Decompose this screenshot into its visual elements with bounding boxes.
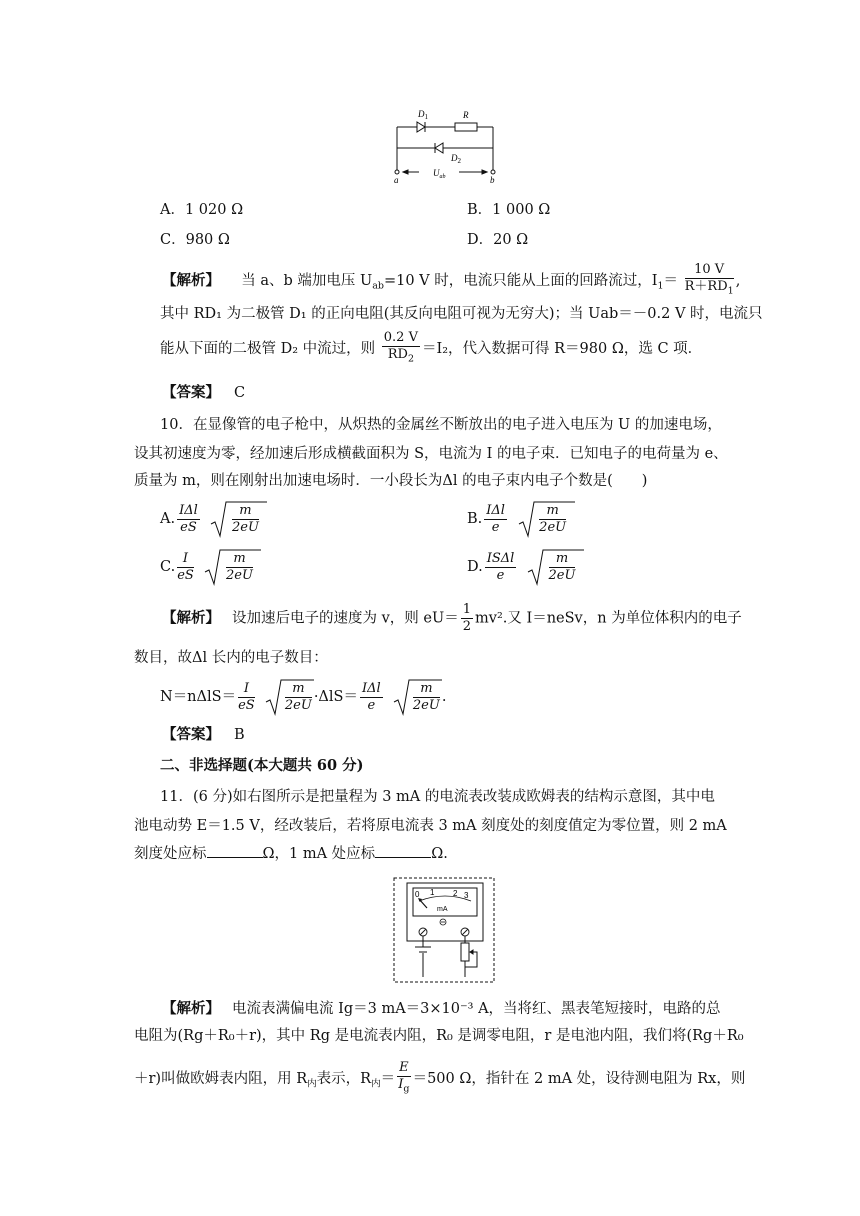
- meter-tick-1: 1: [430, 888, 435, 897]
- q9-option-a: A．1 020 Ω: [160, 202, 244, 218]
- q10-stem-2: 设其初速度为零，经加速后形成横截面积为 S，电流为 I 的电子束．已知电子的电荷量为 e、: [134, 446, 728, 462]
- q9-analysis-line-3: 能从下面的二极管 D₂ 中流过，则 $\frac{0.2 V}{RD_2}$ ＝I₂，代入数据可得 R＝980 Ω，选 C 项．: [160, 330, 702, 368]
- q9-analysis-1c: ＝: [663, 272, 679, 289]
- q9-analysis-1a: 当 a、b 端加电压 U: [241, 272, 373, 289]
- q9-option-b: B．1 000 Ω: [467, 202, 551, 218]
- q9-option-d: D．20 Ω: [467, 232, 529, 248]
- q11-analysis-line-1: 【解析】 电流表满偏电流 Ig＝3 mA＝3×10⁻³ A，当将红、黑表笔短接时，电路的总: [162, 1000, 721, 1017]
- meter-unit: mA: [437, 906, 448, 913]
- label-uab: $U_{ab}$: [433, 168, 446, 180]
- diode-circuit-diagram: [385, 105, 515, 185]
- q10-stem-3: 质量为 m，则在刚射出加速电场时．一小段长为Δl 的电子束内电子个数是( ): [134, 473, 648, 489]
- q10-option-b: B. $\frac{\text{IΔl}}{e}$ $\frac{m}{2eU}$: [467, 500, 568, 538]
- q11-stem-3: 刻度处应标 Ω，1 mA 处应标 Ω.: [134, 843, 448, 865]
- label-b: b: [490, 175, 495, 185]
- q9-analysis-tag: 【解析】: [162, 271, 220, 289]
- meter-tick-0: 0: [415, 890, 420, 899]
- q9-fraction-2: $\frac{0.2 V}{RD_2}$: [383, 330, 418, 365]
- label-d2: $D_2$: [451, 153, 461, 165]
- meter-tick-3: 3: [464, 891, 469, 900]
- q10-equation: N＝nΔlS＝ $\frac{I}{eS}$ $\frac{m}{2eU}$ ·ΔlS＝ $\frac{\text{IΔl}}{e}$ $\frac{m}{2eU}$ .: [160, 680, 447, 713]
- q10-option-d: D. $\frac{\text{ISΔl}}{e}$ $\frac{m}{2eU}$: [467, 548, 577, 586]
- q9-fraction-1: $\frac{10 V}{R+RD_1}$: [684, 262, 734, 297]
- q10-option-a: A. $\frac{\text{IΔl}}{eS}$ $\frac{m}{2eU}$: [160, 500, 261, 538]
- meter-tick-2: 2: [453, 889, 458, 898]
- q11-blank-2: [375, 843, 431, 858]
- q11-analysis-line-2: 电阻为(Rg＋R₀＋r)，其中 Rg 是电流表内阻，R₀ 是调零电阻，r 是电池内阻，我们将(Rg＋R₀: [134, 1028, 744, 1044]
- q9-analysis-line-2: 其中 RD₁ 为二极管 D₁ 的正向电阻(其反向电阻可视为无穷大)；当 Uab＝－0.2 V 时，电流只: [160, 306, 763, 322]
- section-2-heading: 二、非选择题(本大题共 60 分): [160, 757, 364, 774]
- ohmmeter-diagram: [393, 877, 495, 985]
- q9-answer: 【答案】 C: [162, 384, 246, 401]
- q10-analysis-line-1: 【解析】 设加速后电子的速度为 v，则 eU＝ $\frac{1}{2}$ mv².又 I＝neSv，n 为单位体积内的电子: [162, 602, 742, 634]
- q9-analysis-line-1: 【解析】 当 a、b 端加电压 $U_{ab}=10$ V 时，电流只能从上面的回路流过，$I_1=$ $\frac{10 V}{R+RD_1}$ ,: [162, 262, 740, 300]
- q11-blank-1: [207, 843, 263, 858]
- label-d1: $D_1$: [418, 109, 428, 121]
- q9-option-c: C．980 Ω: [160, 232, 230, 248]
- q10-answer: 【答案】 B: [162, 726, 245, 743]
- q10-stem-1: 10．在显像管的电子枪中，从炽热的金属丝不断放出的电子进入电压为 U 的加速电场，: [160, 417, 722, 433]
- q10-option-c: C. $\frac{I}{eS}$ $\frac{m}{2eU}$: [160, 548, 255, 586]
- q9-analysis-1b: =10 V 时，电流只能从上面的回路流过，I: [383, 272, 658, 289]
- q11-stem-2: 池电动势 E＝1.5 V，经改装后，若将原电流表 3 mA 刻度处的刻度值定为零位置，则 2 mA: [134, 818, 727, 834]
- q11-analysis-line-3: ＋r)叫做欧姆表内阻，用 $R_内$表示，$R_内=$ $\frac{E}{I_g}$ ＝500 Ω，指针在 2 mA 处，设待测电阻为 Rx，则: [134, 1060, 746, 1095]
- q10-analysis-line-2: 数目，故Δl 长内的电子数目：: [134, 650, 328, 666]
- q11-stem-1: 11．(6 分)如右图所示是把量程为 3 mA 的电流表改装成欧姆表的结构示意图，其中电: [160, 789, 715, 805]
- label-r: R: [463, 110, 469, 120]
- label-a: a: [394, 175, 399, 185]
